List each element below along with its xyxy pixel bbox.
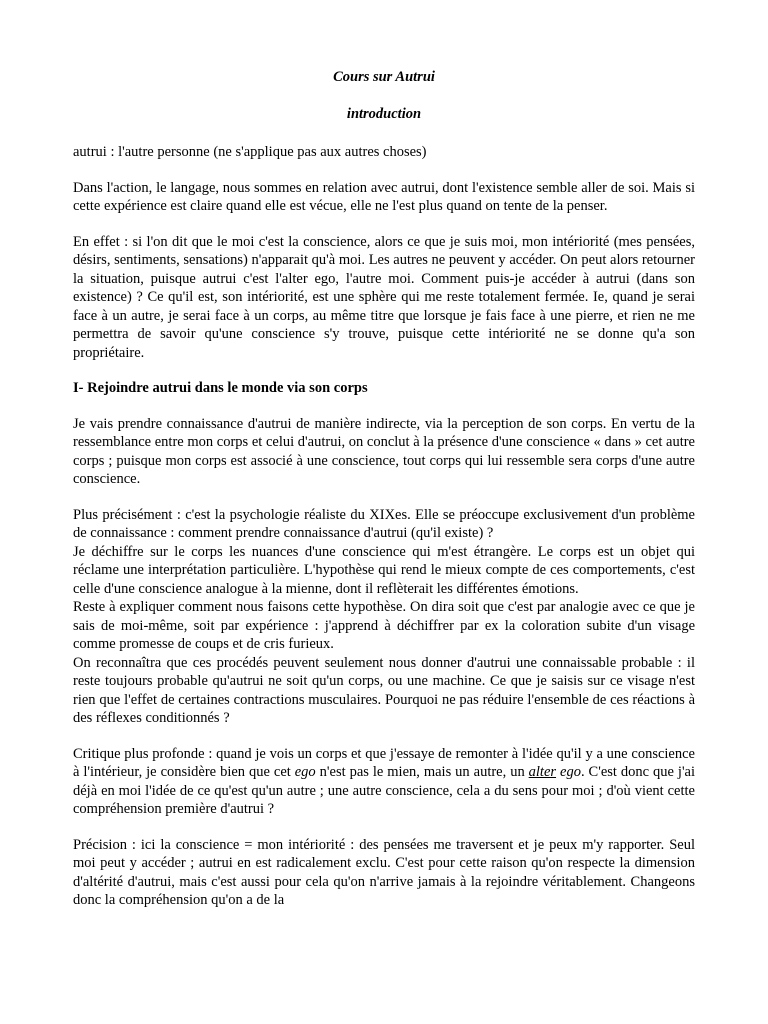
section-heading-1: I- Rejoindre autrui dans le monde via son corps bbox=[73, 380, 368, 396]
critique-text-1: Critique plus profonde : quand je vois un corps et que j'essaye de remonter à l'idée qu'il y a une conscience à l'intérieur, je considère bien que cet bbox=[73, 745, 695, 780]
definition-paragraph: autrui : l'autre personne (ne s'applique pas aux autres choses) bbox=[73, 144, 427, 160]
ego-term-2: ego bbox=[560, 764, 581, 780]
paragraph-critique bbox=[73, 745, 695, 819]
paragraph-action-langage: Dans l'action, le langage, nous sommes en relation avec autrui, dont l'existence semble aller de soi. Mais si cette expérience est claire quand elle est vécue, elle ne l'est plus quand on tente de la penser. bbox=[73, 179, 695, 214]
paragraph-reste-a-expliquer: Reste à expliquer comment nous faisons cette hypothèse. On dira soit que c'est par analogie avec ce que je sais de moi-même, soit par expérience : j'apprend à déchiffrer par ex la coloration subite d'un visage comme promesse de coups et de cris furieux. bbox=[73, 599, 695, 652]
critique-text-3: . C'est donc que j'ai déjà en moi l'idée de ce qu'est qu'un autre ; une autre conscience, cela a du sens pour moi ; d'où vient cette compréhension première d'autrui ? bbox=[73, 764, 696, 817]
paragraph-connaissance-indirecte: Je vais prendre connaissance d'autrui de manière indirecte, via la perception de son corps. En vertu de la ressemblance entre mon corps et celui d'autrui, on conclut à la présence d'une conscience « dans » cet autre corps ; puisque mon corps est associé à une conscience, tout corps qui lui ressemble sera corps d'une autre conscience. bbox=[73, 415, 695, 487]
alter-term: alter bbox=[528, 764, 557, 780]
paragraph-en-effet: En effet : si l'on dit que le moi c'est la conscience, alors ce que je suis moi, mon intériorité (mes pensées, désirs, sentiments, sensations) n'apparait qu'à moi. Les autres ne peuvent y accéder. On peut alors retourner la situation, puisque autrui c'est l'alter ego, l'autre moi. Comment puis-je accéder à autrui (dans son existence) ? Ce qu'il est, son intériorité, est une sphère qui me reste totalement fermée. Ie, quand je serai face à un autre, je serai face à un corps, au même titre que lorsque je fais face à une pierre, et rien ne me permettra de savoir qu'une conscience s'y trouve, puisque cette intériorité ne se donne qu'a son propriétaire. bbox=[73, 233, 695, 361]
document-subtitle: introduction bbox=[346, 106, 422, 122]
paragraph-plus-precisement: Plus précisément : c'est la psychologie réaliste du XIXes. Elle se préoccupe exclusivement d'un problème de connaissance : comment prendre connaissance d'autrui (qu'il existe) ? bbox=[73, 506, 695, 541]
ego-term-1: ego bbox=[294, 764, 316, 780]
critique-text-2: n'est pas le mien, mais un autre, un bbox=[315, 764, 529, 780]
paragraph-dechiffre: Je déchiffre sur le corps les nuances d'une conscience qui m'est étrangère. Le corps est un objet qui réclame une interprétation particulière. L'hypothèse qui rend le mieux compte de ces comportements, c'est celle d'une conscience analogue à la mienne, dont il reflèterait les différentes émotions. bbox=[73, 543, 695, 597]
paragraph-on-reconnaitra: On reconnaîtra que ces procédés peuvent seulement nous donner d'autrui une connaissable probable : il reste toujours probable qu'autrui ne soit qu'un corps, ou une machine. Ce que je saisis sur ce visage n'est rien que l'effet de certaines contractions musculaires. Pourquoi ne pas réduire l'ensemble de ces réactions à des réflexes conditionnés ? bbox=[73, 654, 695, 726]
document-title: Cours sur Autrui bbox=[333, 69, 435, 85]
document-body bbox=[73, 143, 695, 927]
paragraph-precision: Précision : ici la conscience = mon intériorité : des pensées me traversent et je peux m'y rapporter. Seul moi peut y accéder ; autrui en est radicalement exclu. C'est pour cette raison qu'on respecte la dimension d'altérité d'autrui, mais c'est aussi pour cela qu'on n'arrive jamais à la rejoindre véritablement. Changeons donc la compréhension qu'on a de la bbox=[73, 836, 695, 908]
